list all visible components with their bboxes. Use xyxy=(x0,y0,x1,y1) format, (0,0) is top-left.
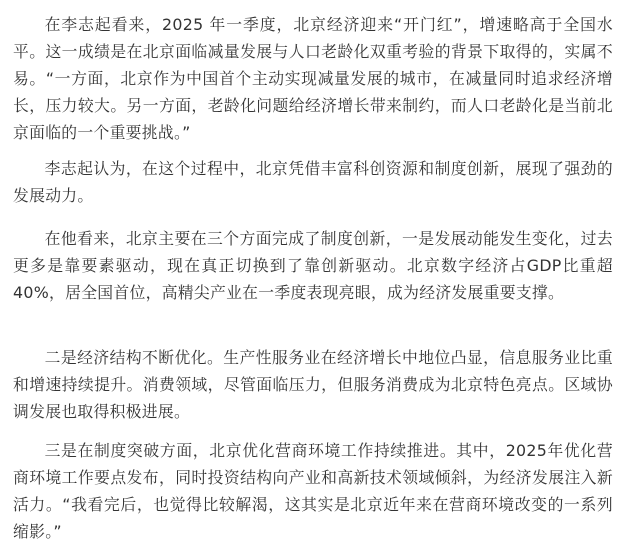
paragraph-2: 李志起认为，在这个过程中，北京凭借丰富科创资源和制度创新，展现了强劲的发展动力。 xyxy=(13,159,613,205)
paragraph-1: 在李志起看来，2025 年一季度，北京经济迎来“开门红”，增速略高于全国水平。这一成绩是在北京面临减量发展与人口老龄化双重考验的背景下取得的，实属不易。“一方面，北京作为中国首个主动实现减量发展的城市，在减量同时追求经济增长，压力较大。另一方面，老龄化问题给经济增长带来制约，而人口老龄化是当前北京面临的一个重要挑战。” xyxy=(13,15,613,142)
paragraph-3: 在他看来，北京主要在三个方面完成了制度创新，一是发展动能发生变化，过去更多是靠要素驱动，现在真正切换到了靠创新驱动。北京数字经济占GDP比重超 40%，居全国首位，高精尖产业在一季度表现亮眼，成为经济发展重要支撑。 xyxy=(13,229,613,302)
paragraph-4: 二是经济结构不断优化。生产性服务业在经济增长中地位凸显，信息服务业比重和增速持续提升。消费领域，尽管面临压力，但服务消费成为北京特色亮点。区域协调发展也取得积极进展。 xyxy=(13,348,613,421)
paragraph-5: 三是在制度突破方面，北京优化营商环境工作持续推进。其中，2025年优化营商环境工作要点发布，同时投资结构向产业和高新技术领域倾斜，为经济发展注入新活力。“我看完后，也觉得比较解渴，这其实是北京近年来在营商环境改变的一系列缩影。” xyxy=(13,441,613,541)
